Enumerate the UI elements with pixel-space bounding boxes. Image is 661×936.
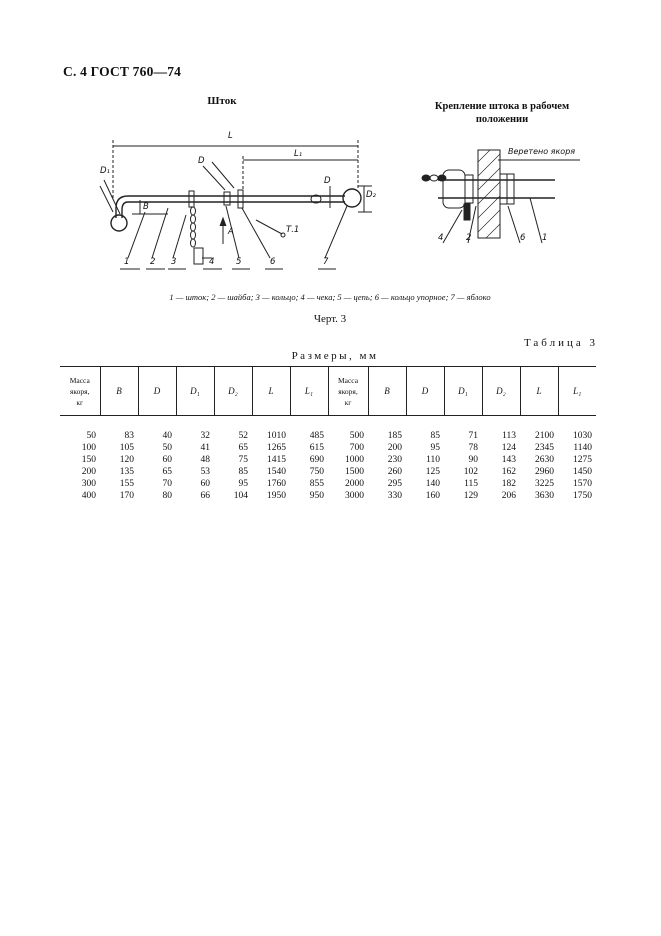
- table-cell: 295: [387, 479, 402, 489]
- table-cell: 750: [309, 467, 324, 477]
- dim-L1-label: L₁: [294, 149, 303, 159]
- table-cell: 60: [200, 479, 210, 489]
- table-cell: 85: [430, 431, 440, 441]
- dim-D1-label: D₁: [100, 166, 110, 176]
- table-cell: 2630: [535, 455, 554, 465]
- drawing-legend: 1 — шток; 2 — шайба; 3 — кольцо; 4 — чека; 5 — цепь; 6 — кольцо упорное; 7 — яблоко: [169, 292, 491, 302]
- table-cell: 1030: [573, 431, 592, 441]
- table-cell: 70: [162, 479, 172, 489]
- table-cell: 485: [309, 431, 324, 441]
- table-cell: 160: [425, 491, 440, 501]
- header-B: B: [368, 367, 406, 416]
- table-cell: 60: [162, 455, 172, 465]
- table-cell: 260: [387, 467, 402, 477]
- table-cell: 1000: [345, 455, 364, 465]
- table-title: Размеры, мм: [291, 350, 379, 362]
- header-D: D: [406, 367, 444, 416]
- table-cell: 110: [426, 455, 440, 465]
- header-D2: D₂: [482, 367, 520, 416]
- header-D2: D₂: [214, 367, 252, 416]
- header-L: L: [520, 367, 558, 416]
- table-cell: 2960: [535, 467, 554, 477]
- table-cell: 100: [81, 443, 96, 453]
- part-4-label: 4: [209, 257, 215, 267]
- table-cell: 2345: [535, 443, 554, 453]
- table-cell: 206: [501, 491, 516, 501]
- table-cell: 500: [349, 431, 364, 441]
- table-cell: 50: [86, 431, 96, 441]
- table-cell: 162: [501, 467, 516, 477]
- dim-D-top-label: D: [198, 156, 205, 166]
- part-3-label: 3: [171, 257, 177, 267]
- table-cell: 140: [425, 479, 440, 489]
- table-cell: 104: [233, 491, 248, 501]
- table-number: Таблица 3: [523, 337, 598, 349]
- table-cell: 855: [309, 479, 324, 489]
- table-cell: 1540: [267, 467, 286, 477]
- table-cell: 115: [464, 479, 478, 489]
- fixture-part-4-label: 4: [438, 233, 444, 243]
- table-cell: 185: [387, 431, 402, 441]
- table-cell: 1760: [267, 479, 286, 489]
- table-cell: 1450: [573, 467, 592, 477]
- table-cell: 2100: [535, 431, 554, 441]
- table-cell: 615: [309, 443, 324, 453]
- table-cell: 150: [81, 455, 96, 465]
- table-cell: 182: [501, 479, 516, 489]
- dim-L-label: L: [228, 131, 233, 141]
- table-cell: 50: [162, 443, 172, 453]
- dim-D2-label: D₂: [366, 190, 376, 200]
- table-row: [60, 490, 596, 502]
- header-D1: D₁: [176, 367, 214, 416]
- header-L1: L₁: [290, 367, 328, 416]
- table-row: [60, 454, 596, 466]
- table-cell: 330: [387, 491, 402, 501]
- table-cell: 200: [81, 467, 96, 477]
- table-cell: 65: [162, 467, 172, 477]
- table-cell: 230: [387, 455, 402, 465]
- table-header-row: [60, 367, 596, 416]
- header-D: D: [138, 367, 176, 416]
- figure-caption: Черт. 3: [313, 313, 347, 325]
- table-cell: 3630: [535, 491, 554, 501]
- mass-header-line2: якоря,: [69, 386, 90, 396]
- table-cell: 125: [425, 467, 440, 477]
- page-header: С. 4 ГОСТ 760—74: [63, 64, 182, 79]
- fixture-part-6-label: 6: [520, 233, 526, 243]
- table-cell: 170: [119, 491, 134, 501]
- part-2-label: 2: [150, 257, 156, 267]
- table-cell: 66: [200, 491, 210, 501]
- table-cell: 71: [468, 431, 478, 441]
- table-cell: 400: [81, 491, 96, 501]
- table-cell: 1500: [345, 467, 364, 477]
- table-cell: 700: [349, 443, 364, 453]
- table-cell: 1415: [267, 455, 286, 465]
- table-cell: 53: [200, 467, 210, 477]
- table-cell: 52: [238, 431, 248, 441]
- table-cell: 143: [501, 455, 516, 465]
- table-cell: 1275: [573, 455, 592, 465]
- header-L1: L₁: [558, 367, 596, 416]
- fixture-drawing: [422, 150, 580, 243]
- dim-D-right-label: D: [324, 176, 331, 186]
- table-cell: 124: [501, 443, 516, 453]
- header-mass-left: [60, 367, 100, 416]
- table-row: [60, 430, 596, 442]
- part-5-label: 5: [236, 257, 242, 267]
- point-T1-label: Т.1: [286, 225, 300, 235]
- table-cell: 105: [119, 443, 134, 453]
- header-B: B: [100, 367, 138, 416]
- table-row: [60, 442, 596, 454]
- table-cell: 75: [238, 455, 248, 465]
- mass-header-line3: кг: [76, 397, 84, 407]
- mass-header-line2: якоря,: [338, 386, 358, 396]
- drawing-right-caption-line1: Крепление штока в рабочем: [434, 101, 570, 112]
- header-mass-right: [328, 367, 368, 416]
- dim-B-label: B: [143, 202, 149, 212]
- view-A-label: А: [228, 227, 234, 237]
- mass-header-line3: кг: [344, 397, 352, 407]
- table-cell: 80: [162, 491, 172, 501]
- part-1-label: 1: [124, 257, 130, 267]
- table-cell: 90: [468, 455, 478, 465]
- mass-header-line1: Масса: [337, 375, 359, 385]
- table-cell: 78: [468, 443, 478, 453]
- part-6-label: 6: [270, 257, 276, 267]
- table-cell: 85: [238, 467, 248, 477]
- table-cell: 83: [124, 431, 134, 441]
- table-cell: 300: [81, 479, 96, 489]
- table-cell: 41: [200, 443, 210, 453]
- fixture-part-2-label: 2: [466, 233, 472, 243]
- table-cell: 40: [162, 431, 172, 441]
- spindle-label: Веретено якоря: [508, 147, 576, 156]
- table-cell: 48: [200, 455, 210, 465]
- table-cell: 1750: [573, 491, 592, 501]
- table-cell: 3225: [535, 479, 554, 489]
- table-cell: 155: [119, 479, 134, 489]
- table-cell: 95: [430, 443, 440, 453]
- table-cell: 102: [463, 467, 478, 477]
- table-cell: 65: [238, 443, 248, 453]
- dimensions-table: [60, 366, 596, 502]
- table-cell: 32: [200, 431, 210, 441]
- rod-drawing: [100, 140, 372, 269]
- header-L: L: [252, 367, 290, 416]
- header-D1: D₁: [444, 367, 482, 416]
- table-cell: 1265: [267, 443, 286, 453]
- table-cell: 1140: [573, 443, 592, 453]
- drawing-left-caption: Шток: [207, 95, 237, 107]
- table-cell: 950: [309, 491, 324, 501]
- table-cell: 2000: [345, 479, 364, 489]
- table-cell: 1570: [573, 479, 592, 489]
- mass-header-line1: Масса: [69, 375, 90, 385]
- table-cell: 690: [309, 455, 324, 465]
- part-7-label: 7: [323, 257, 329, 267]
- table-cell: 95: [238, 479, 248, 489]
- table-cell: 135: [119, 467, 134, 477]
- table-row: [60, 466, 596, 478]
- table-cell: 129: [463, 491, 478, 501]
- table-cell: 120: [119, 455, 134, 465]
- table-cell: 1950: [267, 491, 286, 501]
- table-row: [60, 478, 596, 490]
- table-cell: 200: [387, 443, 402, 453]
- table-cell: 1010: [267, 431, 286, 441]
- table-cell: 113: [502, 431, 516, 441]
- table-cell: 3000: [345, 491, 364, 501]
- drawing-right-caption-line2: положении: [475, 114, 529, 125]
- fixture-part-1-label: 1: [542, 233, 548, 243]
